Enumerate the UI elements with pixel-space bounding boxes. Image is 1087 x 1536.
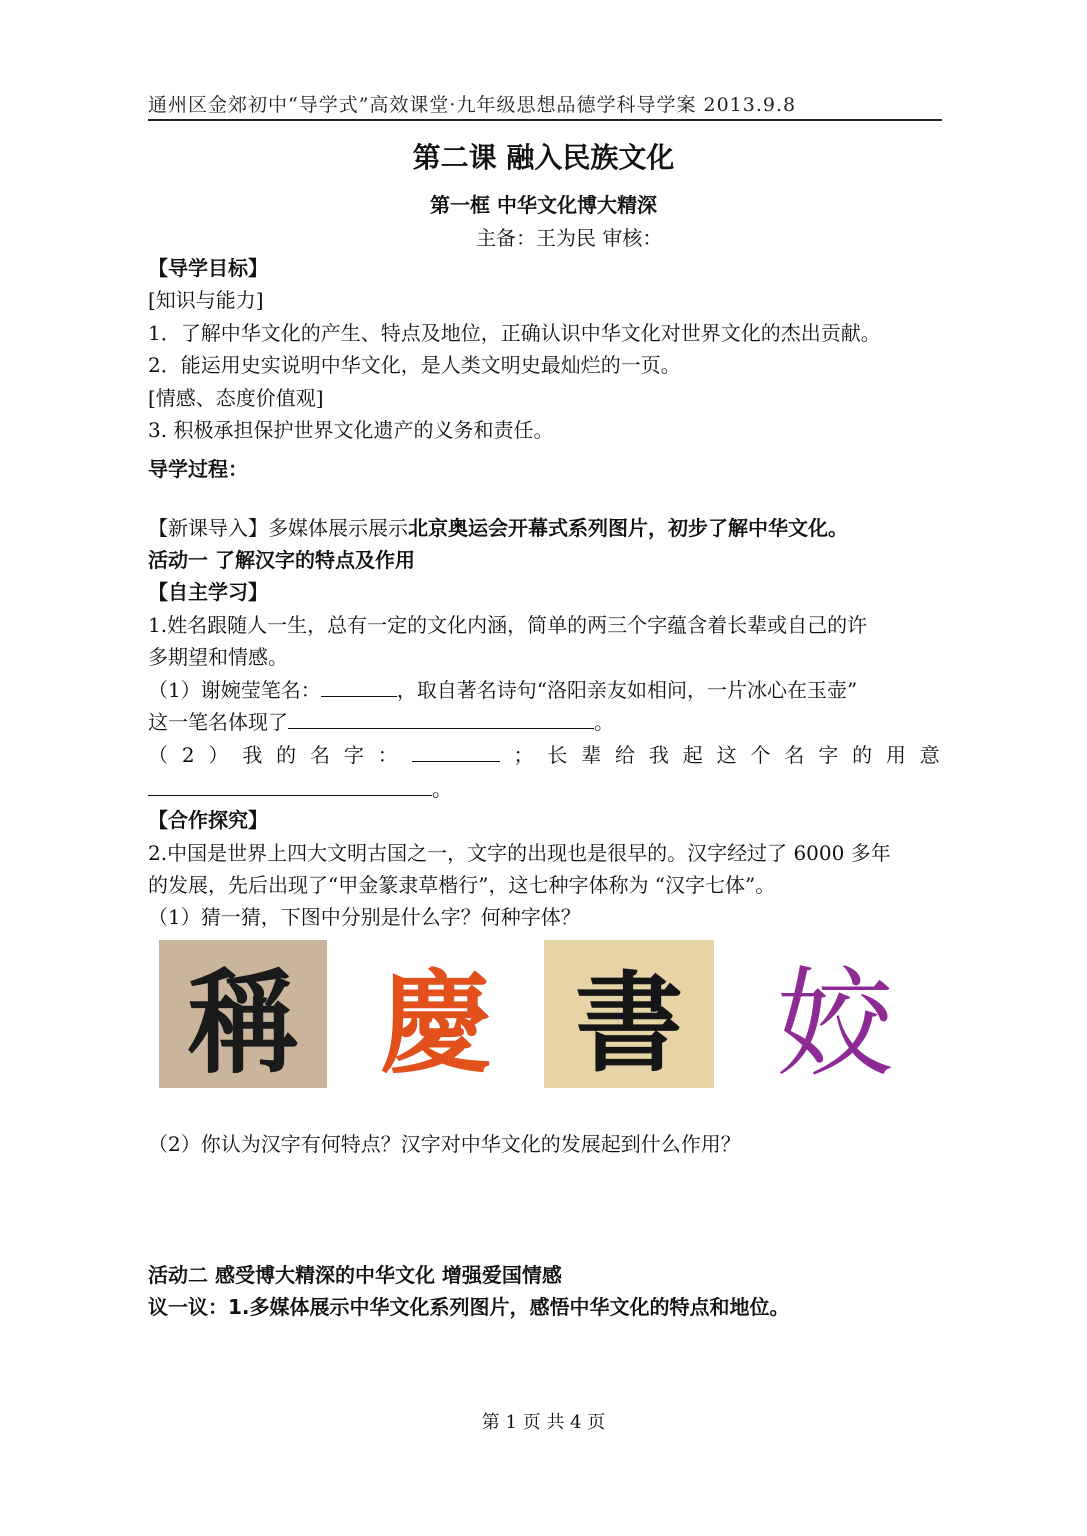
question-1a-prefix: （1）谢婉莹笔名： (148, 678, 321, 702)
lesson-title: 第二课 融入民族文化 (412, 141, 675, 174)
section-subtitle: 第一框 中华文化博大精深 (430, 193, 657, 217)
question-1c-char: 辈 (581, 743, 602, 767)
question-1c-char: 个 (750, 743, 771, 767)
question-1-line-1: 1.姓名跟随人一生，总有一定的文化内涵，简单的两三个字蕴含着长辈或自己的许 (148, 613, 868, 637)
question-1c-end: 。 (432, 777, 452, 801)
question-2-line-1: 2.中国是世界上四大文明古国之一，文字的出现也是很早的。汉字经过了 6000 多年 (148, 841, 891, 865)
question-1c-char: 名 (784, 743, 805, 767)
question-1c-char: 长 (547, 743, 568, 767)
question-1c-char: ： (377, 743, 398, 767)
question-1b-suffix: 。 (594, 710, 614, 734)
question-2-line-2: 的发展，先后出现了“甲金篆隶草楷行”，这七种字体称为 “汉字七体”。 (148, 873, 776, 897)
question-1a (148, 676, 940, 704)
page-footer: 第 1 页 共 4 页 (481, 1412, 606, 1433)
pen-name-blank[interactable] (321, 676, 397, 697)
author-line: 主备：王为民 审核： (476, 226, 663, 250)
question-1c-char: ； (513, 743, 534, 767)
question-2a: （1）猜一猜，下图中分别是什么字？何种字体？ (148, 905, 581, 929)
question-1b-prefix: 这一笔名体现了 (148, 710, 288, 734)
name-meaning-blank[interactable] (148, 775, 432, 796)
question-1c-char: 我 (242, 743, 263, 767)
question-1c-char: 用 (885, 743, 906, 767)
calligraphy-character: 書 (574, 960, 683, 1087)
cooperation-heading: 【合作探究】 (148, 808, 268, 832)
question-1c-continuation (148, 775, 940, 803)
calligraphy-character: 姣 (775, 955, 894, 1093)
goals-sub-knowledge: [知识与能力] (148, 288, 264, 312)
goal-item-3: 3. 积极承担保护世界文化遗产的义务和责任。 (148, 418, 554, 442)
intro-label: 【新课导入】多媒体展示展示 (148, 516, 408, 540)
calligraphy-character: 稱 (187, 957, 299, 1089)
self-study-heading: 【自主学习】 (148, 580, 268, 604)
question-1c-char: 的 (852, 743, 873, 767)
question-1c-char: ） (208, 743, 229, 767)
activity-1-heading: 活动一 了解汉字的特点及作用 (148, 548, 415, 572)
question-1a-suffix: ，取自著名诗句“洛阳亲友如相问，一片冰心在玉壶” (396, 678, 858, 702)
question-1c-char: 的 (276, 743, 297, 767)
goal-item-2: 2．能运用史实说明中华文化，是人类文明史最灿烂的一页。 (148, 353, 681, 377)
question-1-line-2: 多期望和情感。 (148, 645, 288, 669)
intro-bold-text: 北京奥运会开幕式系列图片，初步了解中华文化。 (408, 516, 848, 540)
question-2b: （2）你认为汉字有何特点？汉字对中华文化的发展起到什么作用？ (148, 1132, 741, 1156)
question-1c-char: 我 (648, 743, 669, 767)
question-1c (148, 741, 940, 769)
calligraphy-image-4 (760, 940, 910, 1093)
question-1c-char: 起 (682, 743, 703, 767)
activity-2-heading: 活动二 感受博大精深的中华文化 增强爱国情感 (148, 1263, 562, 1287)
calligraphy-image-1 (159, 940, 327, 1088)
question-1c-char: 2 (181, 743, 195, 767)
calligraphy-character: 慶 (380, 958, 492, 1089)
calligraphy-image-3 (544, 940, 714, 1088)
question-1c-char: 字 (818, 743, 839, 767)
calligraphy-image-2 (352, 940, 520, 1088)
page-header: 通州区金郊初中“导学式”高效课堂·九年级思想品德学科导学案 2013.9.8 (148, 94, 797, 116)
goals-heading: 【导学目标】 (148, 256, 268, 280)
question-1c-char: 意 (919, 743, 940, 767)
question-1c-char: （ (148, 743, 168, 767)
pen-name-meaning-blank[interactable] (288, 708, 594, 729)
question-1c-char: 这 (716, 743, 737, 767)
question-1c-char: 给 (615, 743, 636, 767)
discussion-prompt: 议一议：1.多媒体展示中华文化系列图片，感悟中华文化的特点和地位。 (148, 1295, 790, 1319)
header-rule (148, 119, 942, 121)
question-1c-char: 名 (310, 743, 331, 767)
question-1b (148, 708, 940, 736)
goal-item-1: 1．了解中华文化的产生、特点及地位，正确认识中华文化对世界文化的杰出贡献。 (148, 321, 881, 345)
intro-line (148, 514, 940, 542)
process-heading: 导学过程： (148, 457, 248, 481)
goals-sub-attitude: [情感、态度价值观] (148, 386, 324, 410)
question-1c-char: 字 (343, 743, 364, 767)
my-name-blank[interactable] (412, 741, 500, 762)
